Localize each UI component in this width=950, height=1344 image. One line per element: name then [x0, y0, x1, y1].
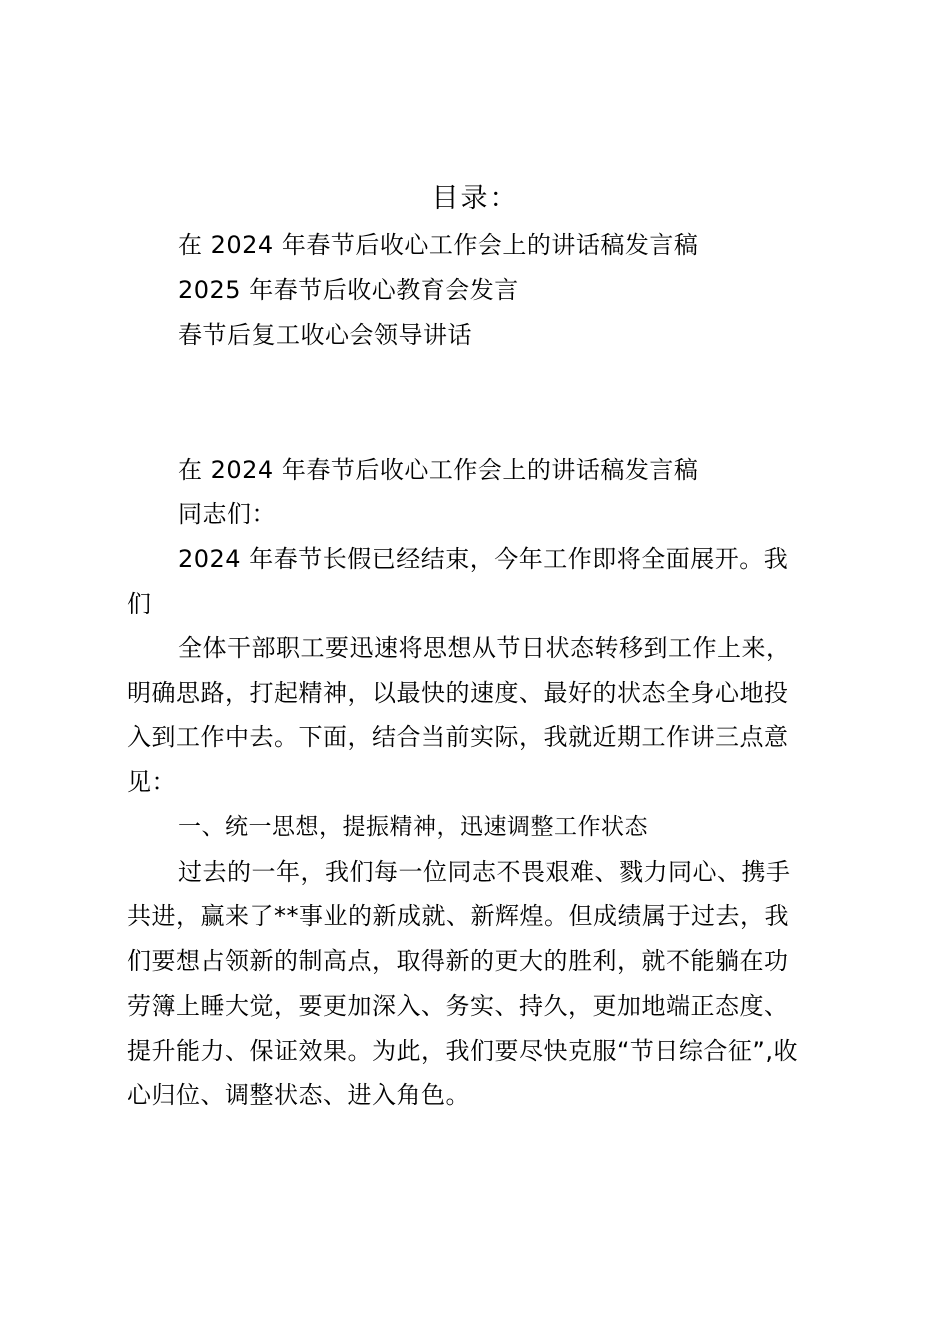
toc-item-3: 春节后复工收心会领导讲话	[178, 321, 472, 349]
toc-title: 目录：	[431, 183, 519, 214]
paragraph-line: 们	[127, 590, 152, 618]
paragraph-line: 共进，赢来了**事业的新成就、新辉煌。但成绩属于过去，我	[127, 902, 789, 930]
paragraph-line: 们要想占领新的制高点，取得新的更大的胜利，就不能躺在功	[127, 947, 789, 975]
paragraph-line: 入到工作中去。下面，结合当前实际，我就近期工作讲三点意	[127, 723, 789, 751]
paragraph-line: 提升能力、保证效果。为此，我们要尽快克服“节日综合征”,收	[127, 1037, 798, 1065]
toc-item-1: 在 2024 年春节后收心工作会上的讲话稿发言稿	[178, 231, 699, 259]
paragraph-line: 过去的一年，我们每一位同志不畏艰难、戮力同心、携手	[178, 858, 791, 886]
toc-item-2: 2025 年春节后收心教育会发言	[178, 276, 519, 304]
paragraph-line: 见：	[127, 768, 176, 796]
paragraph-line: 全体干部职工要迅速将思想从节日状态转移到工作上来，	[178, 634, 791, 662]
paragraph-line: 2024 年春节长假已经结束，今年工作即将全面展开。我	[178, 545, 789, 573]
article-title: 在 2024 年春节后收心工作会上的讲话稿发言稿	[178, 456, 699, 484]
paragraph-line: 心归位、调整状态、进入角色。	[127, 1081, 470, 1109]
salutation: 同志们：	[178, 500, 276, 528]
paragraph-line: 明确思路，打起精神，以最快的速度、最好的状态全身心地投	[127, 679, 789, 707]
paragraph-line: 劳簿上睡大觉，要更加深入、务实、持久，更加地端正态度、	[127, 992, 789, 1020]
section-heading: 一、统一思想，提振精神，迅速调整工作状态	[178, 814, 648, 840]
